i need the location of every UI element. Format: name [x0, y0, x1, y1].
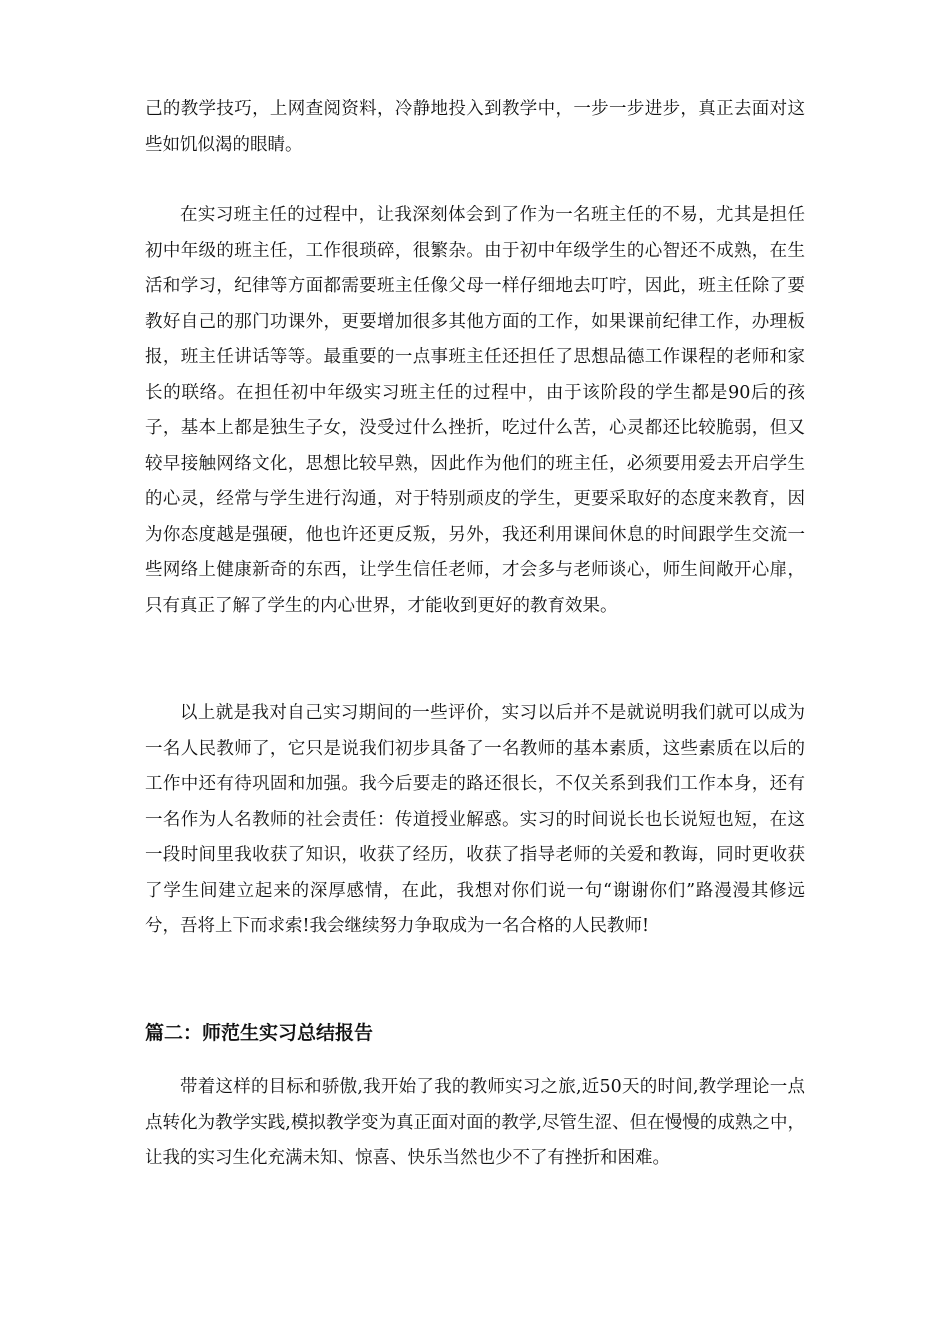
- paragraph-class-teacher: 在实习班主任的过程中，让我深刻体会到了作为一名班主任的不易，尤其是担任初中年级的班主任，工作很琐碎，很繁杂。由于初中年级学生的心智还不成熟，在生活和学习，纪律等方面都需要班主任像父母一样仔细地去叮咛，因此，班主任除了要教好自己的那门功课外，更要增加很多其他方面的工作，如果课前纪律工作，办理板报，班主任讲话等等。最重要的一点事班主任还担任了思想品德工作课程的老师和家长的联络。在担任初中年级实习班主任的过程中，由于该阶段的学生都是90后的孩子，基本上都是独生子女，没受过什么挫折，吃过什么苦，心灵都还比较脆弱，但又较早接触网络文化，思想比较早熟，因此作为他们的班主任，必须要用爱去开启学生的心灵，经常与学生进行沟通，对于特别顽皮的学生，更要采取好的态度来教育，因为你态度越是强硬，他也许还更反叛，另外，我还利用课间休息的时间跟学生交流一些网络上健康新奇的东西，让学生信任老师，才会多与老师谈心，师生间敞开心扉，只有真正了解了学生的内心世界，才能收到更好的教育效果。: [145, 205, 805, 616]
- section-heading: 篇二：师范生实习总结报告: [145, 1022, 374, 1044]
- paragraph-self-evaluation: 以上就是我对自己实习期间的一些评价，实习以后并不是就说明我们就可以成为一名人民教师了，它只是说我们初步具备了一名教师的基本素质，这些素质在以后的工作中还有待巩固和加强。我今后要走的路还很长，不仅关系到我们工作本身，还有一名作为人名教师的社会责任：传道授业解惑。实习的时间说长也长说短也短，在这一段时间里我收获了知识，收获了经历，收获了指导老师的关爱和教诲，同时更收获了学生间建立起来的深厚感情，在此，我想对你们说一句“谢谢你们”路漫漫其修远兮，吾将上下而求索!我会继续努力争取成为一名合格的人民教师!: [145, 703, 805, 936]
- paragraph-continuation: 己的教学技巧，上网查阅资料，冷静地投入到教学中，一步一步进步，真正去面对这些如饥似渴的眼睛。: [145, 99, 805, 155]
- paragraph-section-intro: 带着这样的目标和骄傲,我开始了我的教师实习之旅,近50天的时间,教学理论一点点转化为教学实践,模拟教学变为真正面对面的教学,尽管生涩、但在慢慢的成熟之中，让我的实习生化充满未知、惊喜、快乐当然也少不了有挫折和困难。: [145, 1077, 805, 1168]
